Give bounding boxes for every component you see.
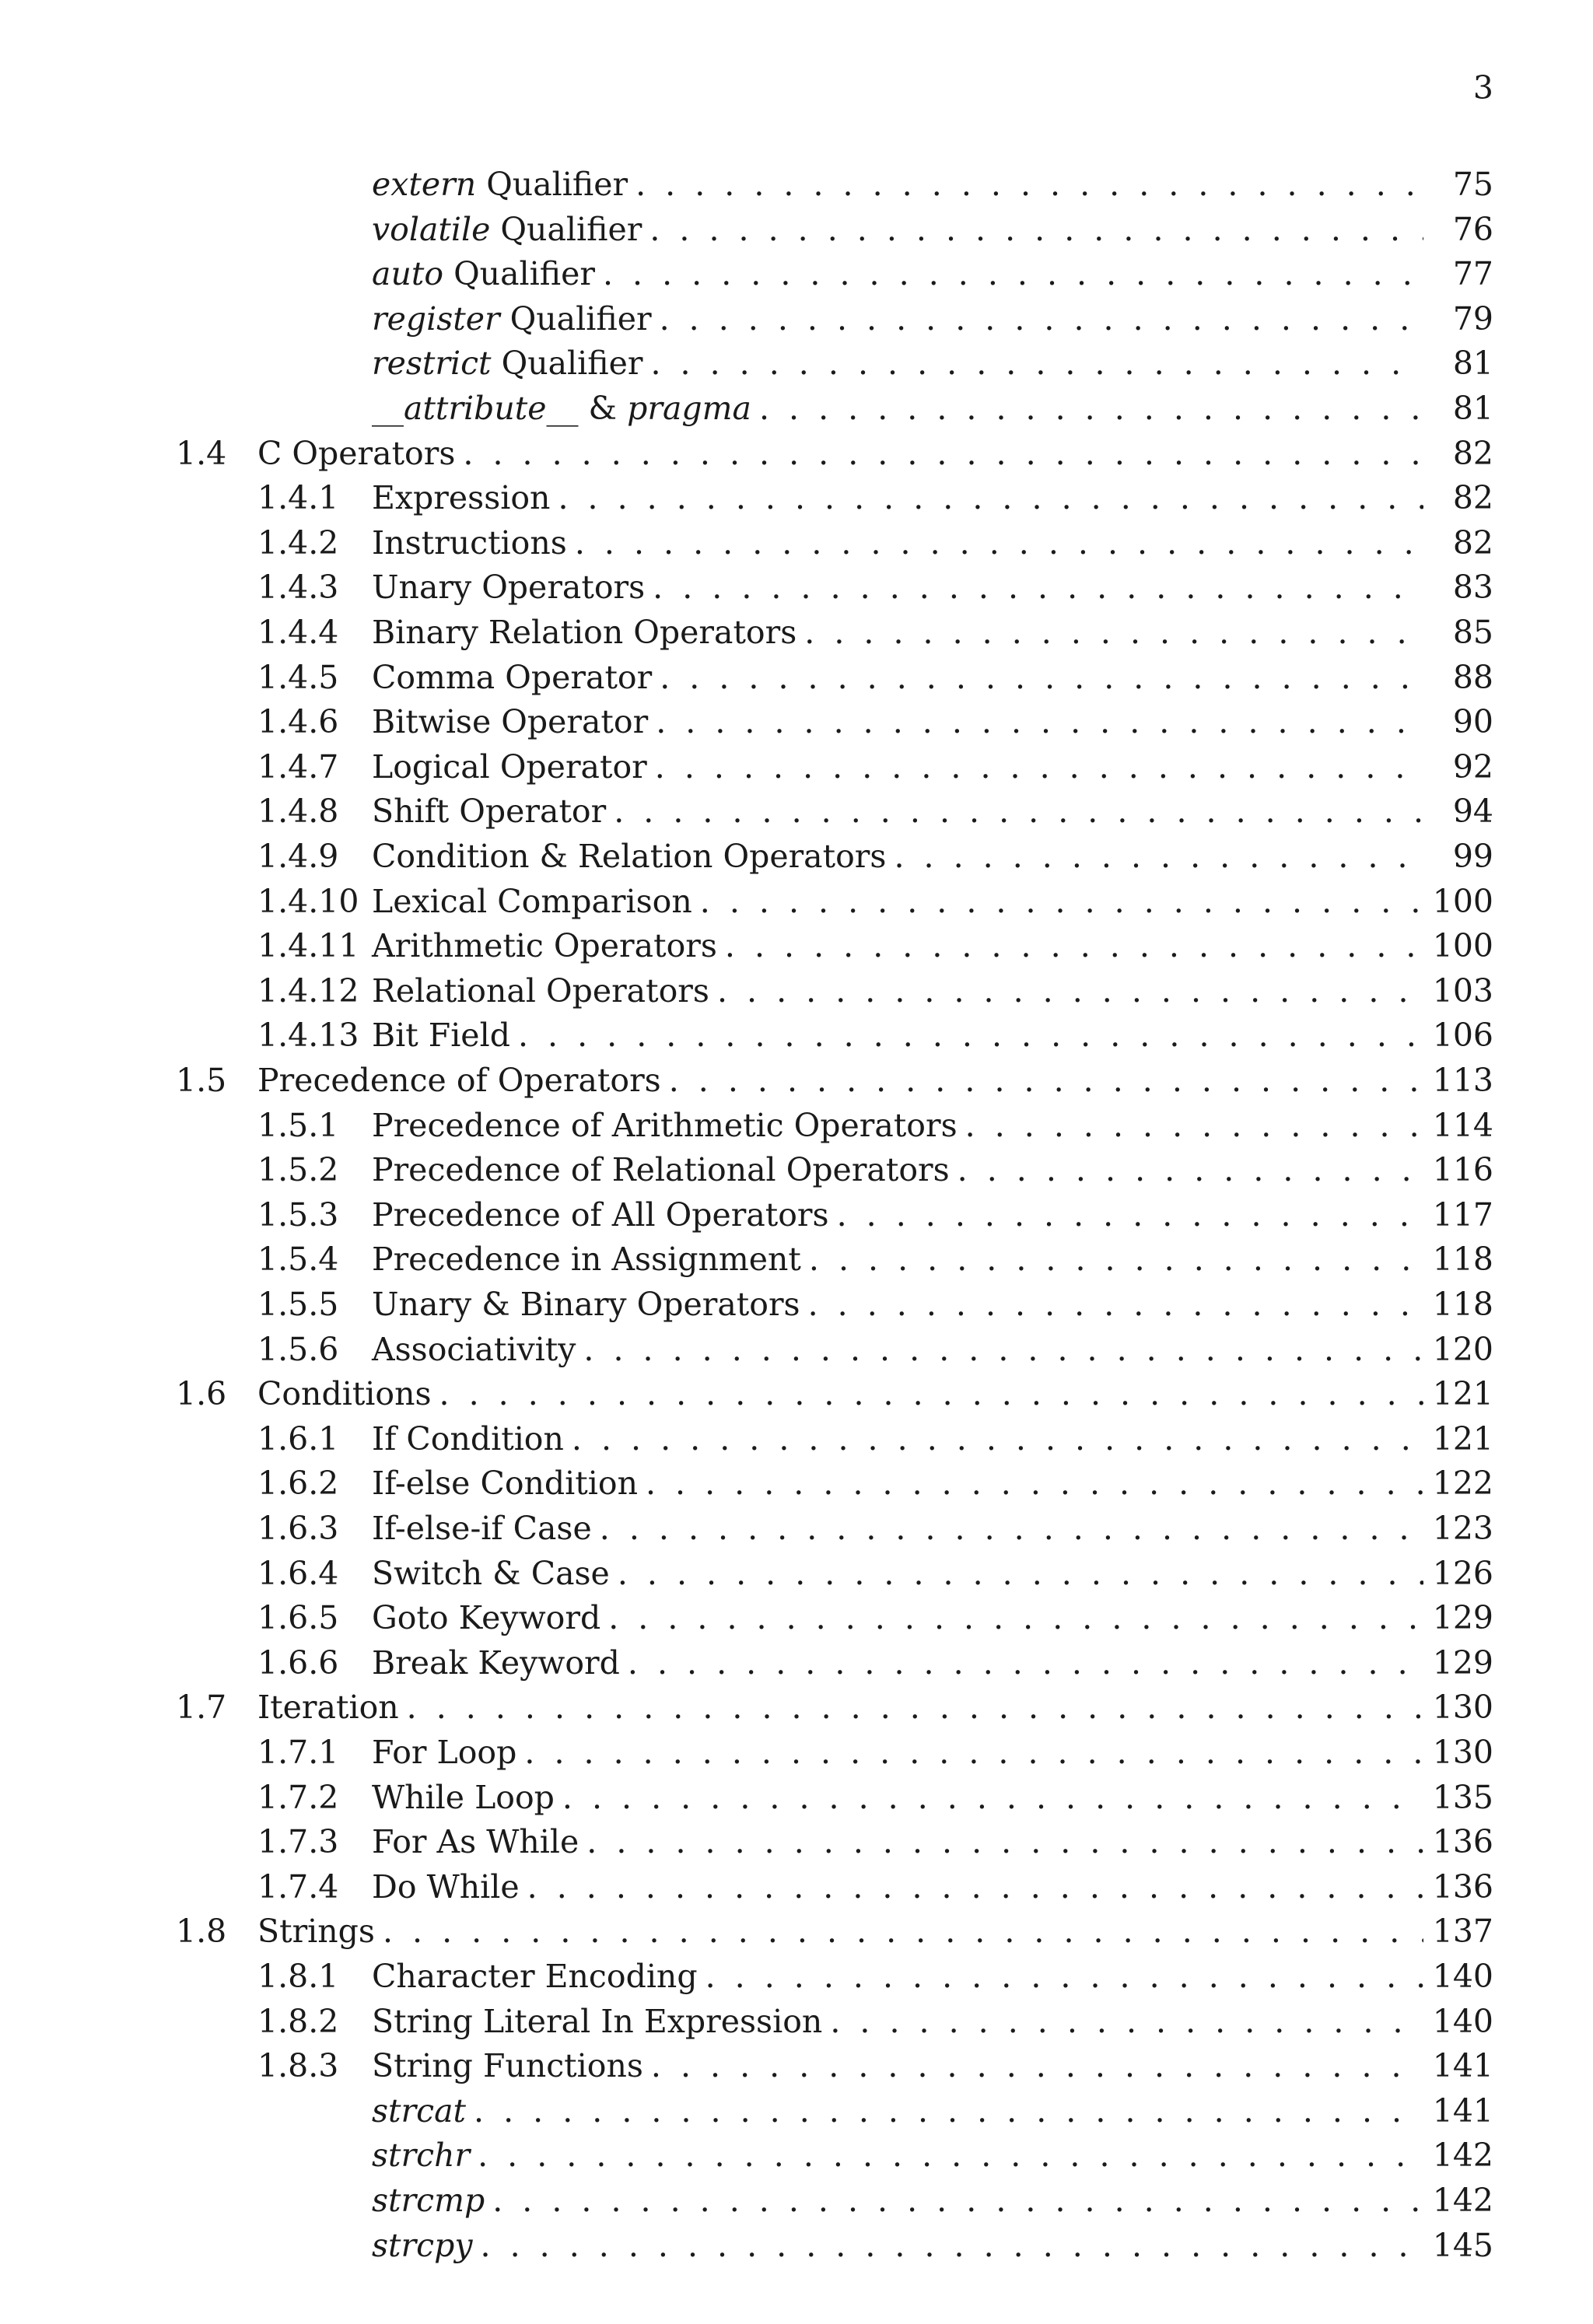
toc-entry-number: 1.4.4 xyxy=(257,614,339,651)
toc-entry[interactable] xyxy=(0,1373,1593,1416)
toc-entry[interactable] xyxy=(0,432,1593,475)
toc-entry-body xyxy=(372,298,1493,341)
toc-entry-body xyxy=(372,1776,1493,1819)
toc-entry-page: 82 xyxy=(1423,477,1493,520)
toc-entry-page: 123 xyxy=(1423,1507,1493,1550)
toc-entry-title: String Literal In Expression xyxy=(372,2000,830,2043)
toc-entry-page: 75 xyxy=(1423,163,1493,206)
toc-entry-title: Condition & Relation Operators xyxy=(372,835,894,878)
dot-leader xyxy=(478,2134,1423,2177)
toc-entry-body xyxy=(372,790,1493,833)
dot-leader xyxy=(558,477,1423,520)
toc-entry-number: 1.7.3 xyxy=(257,1823,339,1861)
toc-entry-title: strcat xyxy=(372,2090,474,2133)
toc-entry-number: 1.7.4 xyxy=(257,1867,339,1906)
toc-entry[interactable] xyxy=(0,656,1593,699)
toc-entry-page: 99 xyxy=(1423,835,1493,878)
dot-leader xyxy=(656,701,1423,744)
toc-entry-page: 77 xyxy=(1423,253,1493,296)
toc-entry[interactable] xyxy=(0,1642,1593,1685)
toc-entry-number: 1.4.12 xyxy=(257,971,359,1010)
toc-entry-title: Precedence of Arithmetic Operators xyxy=(372,1104,965,1147)
toc-entry-body xyxy=(372,522,1493,565)
dot-leader xyxy=(439,1373,1423,1416)
dot-leader xyxy=(700,880,1423,923)
toc-entry-title: Precedence of Operators xyxy=(257,1059,669,1102)
toc-entry-title: strchr xyxy=(372,2134,478,2177)
toc-entry[interactable] xyxy=(0,2090,1593,2133)
toc-entry[interactable] xyxy=(0,701,1593,744)
toc-entry-body xyxy=(372,1238,1493,1281)
dot-leader xyxy=(660,298,1423,341)
toc-entry-title: Expression xyxy=(372,477,558,520)
dot-leader xyxy=(481,2224,1424,2267)
toc-entry-page: 114 xyxy=(1423,1104,1493,1147)
dot-leader xyxy=(660,656,1423,699)
toc-entry-title: Strings xyxy=(257,1910,383,1953)
toc-entry-body xyxy=(372,1507,1493,1550)
toc-entry[interactable] xyxy=(0,1776,1593,1819)
toc-entry-page: 103 xyxy=(1423,970,1493,1013)
toc-entry-title: auto Qualifier xyxy=(372,253,603,296)
toc-entry-title: Instructions xyxy=(372,522,575,565)
toc-entry[interactable] xyxy=(0,880,1593,923)
toc-entry-page: 140 xyxy=(1423,2000,1493,2043)
toc-entry-page: 136 xyxy=(1423,1821,1493,1864)
toc-entry-title: For Loop xyxy=(372,1731,524,1774)
dot-leader xyxy=(463,432,1423,475)
toc-entry-number: 1.4.5 xyxy=(257,658,339,696)
toc-entry-page: 142 xyxy=(1423,2134,1493,2177)
dot-leader xyxy=(608,1597,1423,1640)
toc-entry[interactable] xyxy=(0,208,1593,251)
toc-entry-page: 122 xyxy=(1423,1462,1493,1505)
dot-leader xyxy=(808,1283,1423,1326)
toc-entry[interactable] xyxy=(0,970,1593,1013)
toc-entry-title: Comma Operator xyxy=(372,656,660,699)
toc-entry-page: 121 xyxy=(1423,1418,1493,1461)
toc-entry-title: Unary & Binary Operators xyxy=(372,1283,808,1326)
toc-entry-number: 1.5.1 xyxy=(257,1106,339,1144)
toc-entry-page: 120 xyxy=(1423,1328,1493,1371)
toc-entry-body xyxy=(372,2045,1493,2088)
toc-entry-page: 141 xyxy=(1423,2090,1493,2133)
toc-entry-page: 90 xyxy=(1423,701,1493,744)
toc-entry-number: 1.5 xyxy=(176,1062,227,1099)
toc-entry-title: Iteration xyxy=(257,1686,407,1729)
toc-entry-page: 82 xyxy=(1423,432,1493,475)
toc-entry-number: 1.4.11 xyxy=(257,927,359,965)
toc-entry-page: 116 xyxy=(1423,1149,1493,1192)
toc-entry-page: 118 xyxy=(1423,1238,1493,1281)
dot-leader xyxy=(600,1507,1423,1550)
dot-leader xyxy=(651,2045,1423,2088)
toc-entry[interactable] xyxy=(0,1866,1593,1909)
toc-entry-number: 1.7.1 xyxy=(257,1734,339,1771)
toc-entry[interactable] xyxy=(0,342,1593,385)
toc-entry[interactable] xyxy=(0,1731,1593,1774)
toc-entry-title: C Operators xyxy=(257,432,463,475)
toc-entry-body xyxy=(372,1552,1493,1595)
toc-entry-body xyxy=(372,1866,1493,1909)
toc-entry-number: 1.6.3 xyxy=(257,1510,339,1547)
toc-entry-page: 81 xyxy=(1423,387,1493,430)
dot-leader xyxy=(655,746,1423,789)
toc-entry-body xyxy=(372,925,1493,968)
dot-leader xyxy=(759,387,1423,430)
dot-leader xyxy=(562,1776,1423,1819)
toc-entry[interactable] xyxy=(0,387,1593,430)
toc-entry-body xyxy=(372,656,1493,699)
toc-entry[interactable] xyxy=(0,1462,1593,1505)
toc-entry-number: 1.4.10 xyxy=(257,882,359,920)
toc-entry-page: 118 xyxy=(1423,1283,1493,1326)
toc-entry-body xyxy=(372,2224,1493,2267)
dot-leader xyxy=(830,2000,1423,2043)
toc-entry[interactable] xyxy=(0,2179,1593,2222)
toc-entry-number: 1.4.6 xyxy=(257,703,339,741)
toc-entry-number: 1.6.4 xyxy=(257,1554,339,1592)
dot-leader xyxy=(894,835,1423,878)
toc-entry-page: 135 xyxy=(1423,1776,1493,1819)
toc-entry-body xyxy=(372,1642,1493,1685)
toc-entry[interactable] xyxy=(0,1507,1593,1550)
toc-entry[interactable] xyxy=(0,1955,1593,1998)
toc-entry[interactable] xyxy=(0,1014,1593,1057)
toc-entry-body xyxy=(372,1283,1493,1326)
toc-entry[interactable] xyxy=(0,1194,1593,1237)
toc-entry-body xyxy=(372,2000,1493,2043)
dot-leader xyxy=(583,1328,1423,1371)
toc-entry-number: 1.7 xyxy=(176,1689,227,1727)
toc-entry-title: Do While xyxy=(372,1866,527,1909)
toc-entry-title: Precedence in Assignment xyxy=(372,1238,809,1281)
toc-entry-page: 129 xyxy=(1423,1642,1493,1685)
toc-entry-body xyxy=(372,1104,1493,1147)
toc-entry-page: 100 xyxy=(1423,880,1493,923)
toc-entry[interactable] xyxy=(0,1821,1593,1864)
toc-entry-page: 94 xyxy=(1423,790,1493,833)
toc-entry[interactable] xyxy=(0,477,1593,520)
toc-entry-body xyxy=(372,1955,1493,1998)
toc-entry-page: 88 xyxy=(1423,656,1493,699)
toc-entry-number: 1.4.1 xyxy=(257,479,339,517)
toc-entry-page: 83 xyxy=(1423,566,1493,609)
toc-entry-number: 1.4.3 xyxy=(257,569,339,607)
toc-entry-page: 81 xyxy=(1423,342,1493,385)
toc-entry-number: 1.6.1 xyxy=(257,1419,339,1458)
toc-entry-title: extern Qualifier xyxy=(372,163,635,206)
toc-entry-page: 92 xyxy=(1423,746,1493,789)
toc-entry-body xyxy=(372,477,1493,520)
toc-entry-body xyxy=(372,1462,1493,1505)
toc-entry[interactable] xyxy=(0,925,1593,968)
toc-entry-title: Logical Operator xyxy=(372,746,655,789)
toc-entry-title: Bitwise Operator xyxy=(372,701,656,744)
toc-entry[interactable] xyxy=(0,253,1593,296)
toc-entry-title: Goto Keyword xyxy=(372,1597,608,1640)
toc-entry-body xyxy=(372,1149,1493,1192)
toc-entry-number: 1.8.1 xyxy=(257,1958,339,1995)
dot-leader xyxy=(492,2179,1423,2222)
toc-entry-title: Lexical Comparison xyxy=(372,880,700,923)
toc-entry-title: Shift Operator xyxy=(372,790,614,833)
dot-leader xyxy=(653,566,1423,609)
toc-entry-number: 1.4 xyxy=(176,434,227,472)
toc-entry[interactable] xyxy=(0,746,1593,789)
toc-entry-number: 1.8.2 xyxy=(257,2002,339,2040)
toc-entry[interactable] xyxy=(0,1104,1593,1147)
dot-leader xyxy=(586,1821,1423,1864)
dot-leader xyxy=(650,342,1423,385)
dot-leader xyxy=(572,1418,1423,1461)
dot-leader xyxy=(809,1238,1423,1281)
toc-entry-title: Precedence of Relational Operators xyxy=(372,1149,958,1192)
toc-entry-body xyxy=(372,835,1493,878)
dot-leader xyxy=(474,2090,1423,2133)
toc-entry-body xyxy=(372,208,1493,251)
dot-leader xyxy=(524,1731,1423,1774)
toc-entry-page: 82 xyxy=(1423,522,1493,565)
toc-entry[interactable] xyxy=(0,790,1593,833)
toc-entry-title: restrict Qualifier xyxy=(372,342,650,385)
toc-entry-title: Bit Field xyxy=(372,1014,518,1057)
toc-entry-number: 1.4.2 xyxy=(257,523,339,562)
toc-entry-page: 113 xyxy=(1423,1059,1493,1102)
dot-leader xyxy=(717,970,1423,1013)
toc-entry-number: 1.4.8 xyxy=(257,793,339,831)
toc-entry[interactable] xyxy=(0,1686,1593,1729)
toc-entry-body xyxy=(372,342,1493,385)
toc-entry-number: 1.8.3 xyxy=(257,2047,339,2085)
toc-entry-body xyxy=(372,611,1493,654)
toc-entry[interactable] xyxy=(0,1552,1593,1595)
toc-entry-page: 141 xyxy=(1423,2045,1493,2088)
dot-leader xyxy=(383,1910,1423,1953)
toc-entry-page: 129 xyxy=(1423,1597,1493,1640)
toc-entry-number: 1.4.9 xyxy=(257,838,339,875)
toc-entry-body xyxy=(372,387,1493,430)
toc-entry[interactable] xyxy=(0,298,1593,341)
page-number: 3 xyxy=(1472,69,1493,107)
toc-entry-body xyxy=(372,1014,1493,1057)
toc-entry-title: Arithmetic Operators xyxy=(372,925,725,968)
dot-leader xyxy=(669,1059,1423,1102)
toc-entry-title: If-else-if Case xyxy=(372,1507,600,1550)
toc-entry-number: 1.5.6 xyxy=(257,1330,339,1368)
toc-entry-title: strcpy xyxy=(372,2224,481,2267)
toc-entry-body xyxy=(372,701,1493,744)
toc-entry-page: 76 xyxy=(1423,208,1493,251)
toc-entry-page: 117 xyxy=(1423,1194,1493,1237)
toc-entry-page: 79 xyxy=(1423,298,1493,341)
toc-entry[interactable] xyxy=(0,566,1593,609)
toc-entry-body xyxy=(372,1731,1493,1774)
dot-leader xyxy=(725,925,1423,968)
toc-entry-title: __attribute__ & pragma xyxy=(372,387,759,430)
toc-entry-body xyxy=(372,253,1493,296)
toc-entry[interactable] xyxy=(0,1283,1593,1326)
toc-entry-title: Switch & Case xyxy=(372,1552,618,1595)
dot-leader xyxy=(618,1552,1423,1595)
toc-entry-page: 142 xyxy=(1423,2179,1493,2222)
toc-entry-number: 1.5.3 xyxy=(257,1195,339,1234)
toc-entry-page: 121 xyxy=(1423,1373,1493,1416)
toc-entry-body xyxy=(372,2134,1493,2177)
toc-entry[interactable] xyxy=(0,2045,1593,2088)
toc-entry-title: volatile Qualifier xyxy=(372,208,649,251)
toc-entry-number: 1.5.5 xyxy=(257,1286,339,1323)
toc-entry-body xyxy=(372,746,1493,789)
toc-entry-title: Break Keyword xyxy=(372,1642,628,1685)
dot-leader xyxy=(705,1955,1423,1998)
toc-entry-title: Unary Operators xyxy=(372,566,653,609)
toc-entry-body xyxy=(257,1686,1493,1729)
dot-leader xyxy=(628,1642,1423,1685)
toc-entry-number: 1.7.2 xyxy=(257,1778,339,1816)
toc-entry-number: 1.6 xyxy=(176,1375,227,1413)
toc-entry-title: Precedence of All Operators xyxy=(372,1194,837,1237)
toc-entry-number: 1.4.7 xyxy=(257,747,339,786)
toc-entry[interactable] xyxy=(0,522,1593,565)
toc-entry-number: 1.5.2 xyxy=(257,1151,339,1189)
toc-entry-body xyxy=(372,970,1493,1013)
toc-entry-number: 1.6.5 xyxy=(257,1599,339,1637)
toc-entry-page: 130 xyxy=(1423,1731,1493,1774)
toc-entry-number: 1.8 xyxy=(176,1913,227,1951)
toc-entry-title: String Functions xyxy=(372,2045,651,2088)
toc-entry-body xyxy=(257,1373,1493,1416)
toc-entry[interactable] xyxy=(0,1059,1593,1102)
dot-leader xyxy=(804,611,1423,654)
dot-leader xyxy=(614,790,1423,833)
toc-entry-title: Associativity xyxy=(372,1328,583,1371)
dot-leader xyxy=(646,1462,1423,1505)
toc-entry-title: strcmp xyxy=(372,2179,492,2222)
toc-entry-page: 85 xyxy=(1423,611,1493,654)
toc-entry-body xyxy=(372,163,1493,206)
dot-leader xyxy=(518,1014,1423,1057)
toc-entry-title: For As While xyxy=(372,1821,586,1864)
toc-entry[interactable] xyxy=(0,1418,1593,1461)
dot-leader xyxy=(837,1194,1423,1237)
toc-entry-page: 100 xyxy=(1423,925,1493,968)
toc-entry-number: 1.5.4 xyxy=(257,1241,339,1279)
dot-leader xyxy=(407,1686,1423,1729)
toc-entry-title: While Loop xyxy=(372,1776,562,1819)
toc-entry-body xyxy=(372,2090,1493,2133)
toc-entry-title: Relational Operators xyxy=(372,970,717,1013)
toc-entry-title: If-else Condition xyxy=(372,1462,646,1505)
toc-entry-body xyxy=(372,1821,1493,1864)
toc-entry-body xyxy=(372,566,1493,609)
toc-entry-page: 137 xyxy=(1423,1910,1493,1953)
dot-leader xyxy=(527,1866,1423,1909)
toc-entry-body xyxy=(257,1059,1493,1102)
toc-entry[interactable] xyxy=(0,2224,1593,2267)
toc-entry-body xyxy=(372,880,1493,923)
toc-entry[interactable] xyxy=(0,835,1593,878)
toc-entry[interactable] xyxy=(0,1149,1593,1192)
toc-entry-body xyxy=(257,432,1493,475)
toc-entry-page: 130 xyxy=(1423,1686,1493,1729)
toc-entry-body xyxy=(372,2179,1493,2222)
toc-entry[interactable] xyxy=(0,2000,1593,2043)
toc-entry[interactable] xyxy=(0,1238,1593,1281)
toc-entry-number: 1.6.2 xyxy=(257,1465,339,1503)
toc-entry-title: Character Encoding xyxy=(372,1955,705,1998)
toc-entry[interactable] xyxy=(0,1597,1593,1640)
toc-entry[interactable] xyxy=(0,2134,1593,2177)
toc-entry-page: 140 xyxy=(1423,1955,1493,1998)
toc-entry-page: 145 xyxy=(1423,2224,1493,2267)
toc-entry-number: 1.4.13 xyxy=(257,1017,359,1055)
toc-entry-title: Binary Relation Operators xyxy=(372,611,804,654)
toc-entry-title: If Condition xyxy=(372,1418,572,1461)
dot-leader xyxy=(965,1104,1423,1147)
dot-leader xyxy=(575,522,1423,565)
dot-leader xyxy=(958,1149,1423,1192)
toc-entry-body xyxy=(372,1328,1493,1371)
toc-entry-number: 1.6.6 xyxy=(257,1643,339,1682)
dot-leader xyxy=(649,208,1423,251)
toc-entry[interactable] xyxy=(0,1910,1593,1953)
toc-entry[interactable] xyxy=(0,163,1593,206)
toc-entry-page: 106 xyxy=(1423,1014,1493,1057)
toc-entry-page: 136 xyxy=(1423,1866,1493,1909)
toc-entry-body xyxy=(372,1418,1493,1461)
dot-leader xyxy=(635,163,1423,206)
toc-entry-body xyxy=(257,1910,1493,1953)
toc-entry-page: 126 xyxy=(1423,1552,1493,1595)
dot-leader xyxy=(603,253,1423,296)
toc-entry-body xyxy=(372,1194,1493,1237)
toc-entry[interactable] xyxy=(0,1328,1593,1371)
toc-entry-body xyxy=(372,1597,1493,1640)
toc-entry-title: Conditions xyxy=(257,1373,439,1416)
toc-entry-title: register Qualifier xyxy=(372,298,660,341)
toc-entry[interactable] xyxy=(0,611,1593,654)
